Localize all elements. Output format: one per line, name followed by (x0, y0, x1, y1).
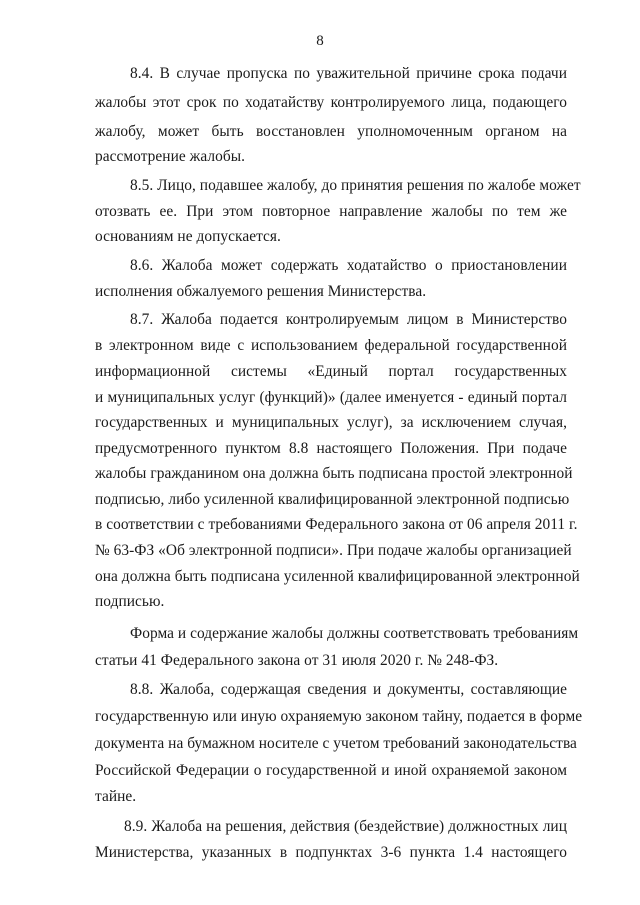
text-line: в соответствии с требованиями Федерального закона от 06 апреля 2011 г. (95, 516, 578, 533)
text-line: жалобы этот срок по ходатайству контролируемого лица, подающего (95, 94, 567, 111)
text-line: № 63-ФЗ «Об электронной подписи». При подаче жалобы организацией (95, 542, 572, 559)
text-line: 8.9. Жалоба на решения, действия (бездействие) должностных лиц (124, 818, 567, 835)
text-line: Российской Федерации о государственной и иной охраняемой законом (95, 762, 567, 779)
text-line: Форма и содержание жалобы должны соответствовать требованиям (130, 625, 579, 642)
text-line: 8.5. Лицо, подавшее жалобу, до принятия решения по жалобе может (130, 177, 581, 194)
page-number: 8 (316, 33, 324, 49)
text-line: в электронном виде с использованием федеральной государственной (95, 337, 567, 354)
text-line: 8.6. Жалоба может содержать ходатайство о приостановлении (130, 257, 567, 274)
text-line: документа на бумажном носителе с учетом требований законодательства (95, 735, 577, 752)
text-line: рассмотрение жалобы. (95, 148, 246, 165)
text-line: исполнения обжалуемого решения Министерства. (95, 283, 427, 300)
text-line: 8.7. Жалоба подается контролируемым лицом в Министерство (130, 311, 567, 328)
text-line: 8.4. В случае пропуска по уважительной причине срока подачи (130, 65, 567, 82)
text-line: основаниям не допускается. (95, 228, 281, 245)
text-line: она должна быть подписана усиленной квалифицированной электронной (95, 568, 580, 585)
text-line: государственную или иную охраняемую законом тайну, подается в форме (95, 708, 583, 725)
text-line: тайне. (95, 788, 137, 805)
text-line: подписью. (95, 593, 165, 610)
text-line: предусмотренного пунктом 8.8 настоящего Положения. При подаче (95, 440, 567, 457)
text-line: информационной системы «Единый портал государственных (95, 363, 567, 380)
text-line: государственных и муниципальных услуг), за исключением случая, (95, 414, 567, 431)
text-line: жалобу, может быть восстановлен уполномоченным органом на (95, 123, 567, 140)
text-line: статьи 41 Федерального закона от 31 июля 2020 г. № 248-ФЗ. (95, 652, 499, 669)
text-line: подписью, либо усиленной квалифицированной электронной подписью (95, 491, 570, 508)
text-line: 8.8. Жалоба, содержащая сведения и документы, составляющие (130, 681, 567, 698)
text-line: отозвать ее. При этом повторное направление жалобы по тем же (95, 203, 567, 220)
text-line: Министерства, указанных в подпунктах 3-6 пункта 1.4 настоящего (95, 844, 567, 861)
text-line: и муниципальных услуг (функций)» (далее именуется - единый портал (95, 389, 567, 406)
text-line: жалобы гражданином она должна быть подписана простой электронной (95, 465, 573, 482)
